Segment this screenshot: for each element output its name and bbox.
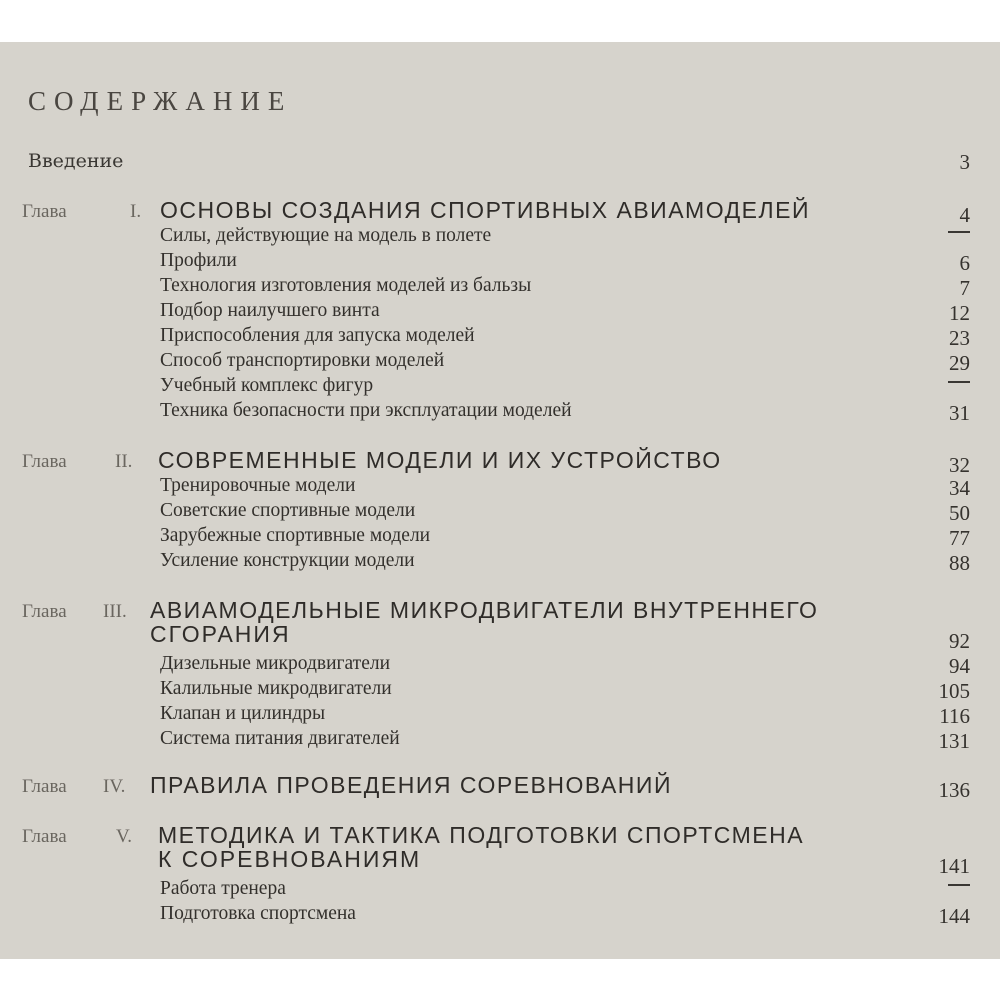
chapter-numeral: I. (130, 201, 142, 222)
section-label: Клапан и цилиндры (160, 703, 326, 724)
chapter-title: ОСНОВЫ СОЗДАНИЯ СПОРТИВНЫХ АВИАМОДЕЛЕЙ (160, 197, 810, 223)
section-page: 105 (938, 679, 970, 703)
section-label: Силы, действующие на модель в полете (160, 225, 492, 246)
intro-label: Введение (28, 150, 124, 172)
section-label: Усиление конструкции модели (160, 550, 415, 571)
section-label: Работа тренера (160, 878, 286, 899)
chapter-page: 4 (959, 203, 970, 227)
section-page: 6 (959, 251, 970, 275)
chapter-page: 141 (938, 854, 970, 878)
section-page-dash (948, 884, 970, 886)
section-page: 77 (949, 526, 970, 550)
section-label: Техника безопасности при эксплуатации моделей (160, 400, 572, 421)
section-label: Профили (160, 250, 237, 271)
section-label: Зарубежные спортивные модели (160, 525, 431, 546)
chapter-title-continued: СГОРАНИЯ (150, 621, 291, 647)
chapter-prefix: Глава (22, 601, 67, 622)
section-page: 116 (939, 704, 970, 728)
chapter-page: 136 (938, 778, 970, 802)
book-page (0, 42, 1000, 959)
chapter-prefix: Глава (22, 201, 67, 222)
section-page: 7 (959, 276, 970, 300)
chapter-prefix: Глава (22, 826, 67, 847)
chapter-prefix: Глава (22, 451, 67, 472)
section-label: Приспособления для запуска моделей (160, 325, 475, 346)
chapter-numeral: V. (116, 826, 133, 847)
section-page: 144 (938, 904, 970, 928)
chapter-title: СОВРЕМЕННЫЕ МОДЕЛИ И ИХ УСТРОЙСТВО (158, 447, 722, 473)
section-page: 34 (949, 476, 970, 500)
section-page-dash (948, 231, 970, 233)
section-page: 12 (949, 301, 970, 325)
section-page: 23 (949, 326, 970, 350)
section-label: Способ транспортировки моделей (160, 350, 445, 371)
chapter-page: 92 (949, 629, 970, 653)
chapter-page: 32 (949, 453, 970, 477)
section-label: Подбор наилучшего винта (160, 300, 380, 321)
section-label: Советские спортивные модели (160, 500, 416, 521)
section-page: 50 (949, 501, 970, 525)
intro-page: 3 (959, 150, 970, 174)
section-label: Система питания двигателей (160, 728, 400, 749)
section-label: Дизельные микродвигатели (160, 653, 391, 674)
section-label: Калильные микродвигатели (160, 678, 392, 699)
chapter-title: ПРАВИЛА ПРОВЕДЕНИЯ СОРЕВНОВАНИЙ (150, 772, 672, 798)
section-page: 94 (949, 654, 970, 678)
section-label: Технология изготовления моделей из бальзы (160, 275, 532, 296)
section-page: 131 (938, 729, 970, 753)
chapter-numeral: IV. (103, 776, 126, 797)
section-page: 88 (949, 551, 970, 575)
chapter-numeral: II. (115, 451, 133, 472)
section-label: Учебный комплекс фигур (160, 375, 374, 396)
chapter-title-continued: К СОРЕВНОВАНИЯМ (158, 846, 422, 872)
section-page: 29 (949, 351, 970, 375)
chapter-numeral: III. (103, 601, 127, 622)
section-page: 31 (949, 401, 970, 425)
section-label: Тренировочные модели (160, 475, 356, 496)
page-title: СОДЕРЖАНИЕ (28, 86, 293, 116)
section-label: Подготовка спортсмена (160, 903, 356, 924)
chapter-title: АВИАМОДЕЛЬНЫЕ МИКРОДВИГАТЕЛИ ВНУТРЕННЕГО (150, 597, 819, 623)
chapter-title: МЕТОДИКА И ТАКТИКА ПОДГОТОВКИ СПОРТСМЕНА (158, 822, 805, 848)
section-page-dash (948, 381, 970, 383)
chapter-prefix: Глава (22, 776, 67, 797)
